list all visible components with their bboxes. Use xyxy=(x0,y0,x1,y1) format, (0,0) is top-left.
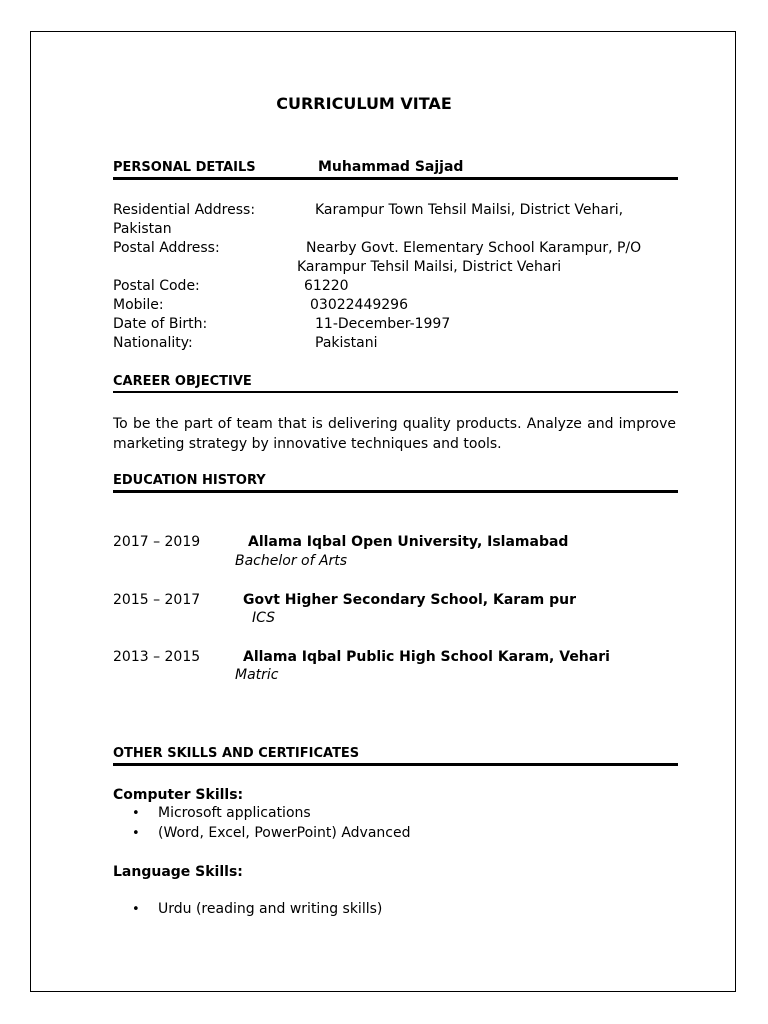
education-degree: Bachelor of Arts xyxy=(235,553,348,569)
dob-label: Date of Birth: xyxy=(113,316,208,332)
postal-address-value-cont: Karampur Tehsil Mailsi, District Vehari xyxy=(297,259,562,275)
postal-code-value: 61220 xyxy=(304,278,349,294)
residential-address-value: Karampur Town Tehsil Mailsi, District Vehari, xyxy=(315,202,624,218)
skills-heading: OTHER SKILLS AND CERTIFICATES xyxy=(113,746,360,761)
education-years: 2017 – 2019 xyxy=(113,534,201,550)
education-history-rule xyxy=(113,490,678,493)
education-institution: Allama Iqbal Open University, Islamabad xyxy=(248,534,569,550)
computer-skills-label: Computer Skills: xyxy=(113,787,244,803)
computer-skill-item: Microsoft applications xyxy=(158,805,311,821)
postal-code-label: Postal Code: xyxy=(113,278,200,294)
education-years: 2015 – 2017 xyxy=(113,592,201,608)
mobile-label: Mobile: xyxy=(113,297,164,313)
postal-address-label: Postal Address: xyxy=(113,240,220,256)
applicant-name: Muhammad Sajjad xyxy=(318,159,464,175)
education-history-heading: EDUCATION HISTORY xyxy=(113,473,266,488)
mobile-value: 03022449296 xyxy=(310,297,408,313)
career-objective-text: To be the part of team that is delivering quality products. Analyze and improve marketing strategy by innovative techniques and tools. xyxy=(113,416,676,452)
education-institution: Allama Iqbal Public High School Karam, Vehari xyxy=(243,649,610,665)
nationality-value: Pakistani xyxy=(315,335,378,351)
language-skill-item: Urdu (reading and writing skills) xyxy=(158,901,383,917)
education-institution: Govt Higher Secondary School, Karam pur xyxy=(243,592,576,608)
computer-skill-item: (Word, Excel, PowerPoint) Advanced xyxy=(158,825,411,841)
language-skills-label: Language Skills: xyxy=(113,864,243,880)
document-title: CURRICULUM VITAE xyxy=(276,94,452,113)
personal-details-heading: PERSONAL DETAILS xyxy=(113,160,256,175)
dob-value: 11-December-1997 xyxy=(315,316,451,332)
career-objective-rule xyxy=(113,391,678,393)
bullet-icon: • xyxy=(132,902,140,917)
bullet-icon: • xyxy=(132,826,140,841)
postal-address-value: Nearby Govt. Elementary School Karampur, P/O xyxy=(306,240,642,256)
personal-details-rule xyxy=(113,177,678,180)
nationality-label: Nationality: xyxy=(113,335,193,351)
career-objective-heading: CAREER OBJECTIVE xyxy=(113,374,252,389)
education-degree: ICS xyxy=(252,610,276,626)
residential-address-value-cont: Pakistan xyxy=(113,221,172,237)
residential-address-label: Residential Address: xyxy=(113,202,256,218)
bullet-icon: • xyxy=(132,806,140,821)
education-degree: Matric xyxy=(235,667,279,683)
skills-rule xyxy=(113,763,678,766)
education-years: 2013 – 2015 xyxy=(113,649,201,665)
